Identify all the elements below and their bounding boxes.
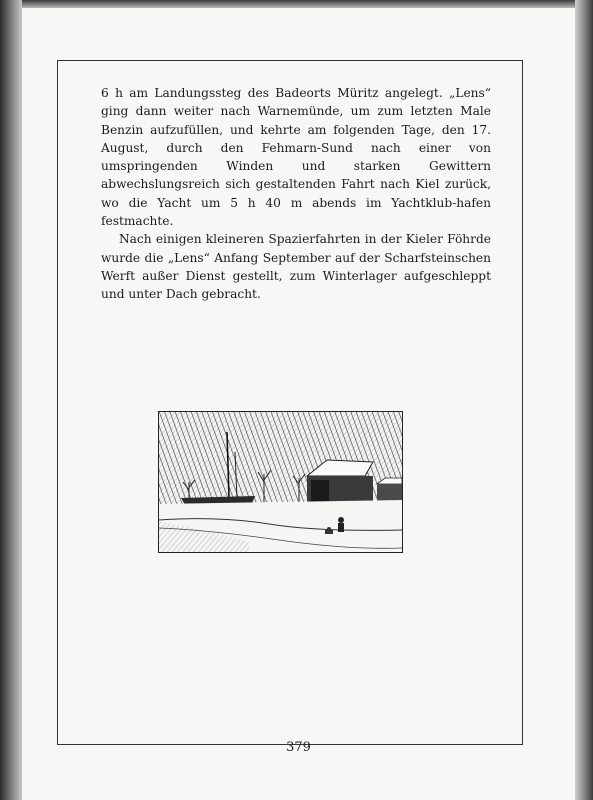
- winter-scene-illustration: [158, 411, 403, 553]
- book-binding-right-shadow: [575, 0, 593, 800]
- page-frame: [57, 60, 523, 745]
- paragraph-1: 6 h am Landungssteg des Badeorts Müritz angelegt. „Lens“ ging dann weiter nach Warnemünde, um zum letzten Male Benzin aufzufüllen, und kehrte am folgenden Tage, den 17. August, durch den Fehmarn-Sund nach einer von umspringenden Winden und starken Gewittern abwechslungsreich sich gestaltenden Fahrt nach Kiel zurück, wo die Yacht um 5 h 40 m abends im Yachtklub-hafen festmachte.: [101, 86, 491, 229]
- illustration-drawing: [159, 412, 402, 552]
- page-number: 379: [286, 740, 311, 755]
- book-page: [22, 8, 575, 800]
- book-binding-left-shadow: [0, 0, 22, 800]
- paragraph-2: Nach einigen kleineren Spazierfahrten in der Kieler Föhrde wurde die „Lens“ Anfang September auf der Scharfsteinschen Werft außer Dienst gestellt, zum Winterlager aufgeschleppt und unter Dach gebracht.: [101, 232, 491, 302]
- body-text: [101, 84, 491, 304]
